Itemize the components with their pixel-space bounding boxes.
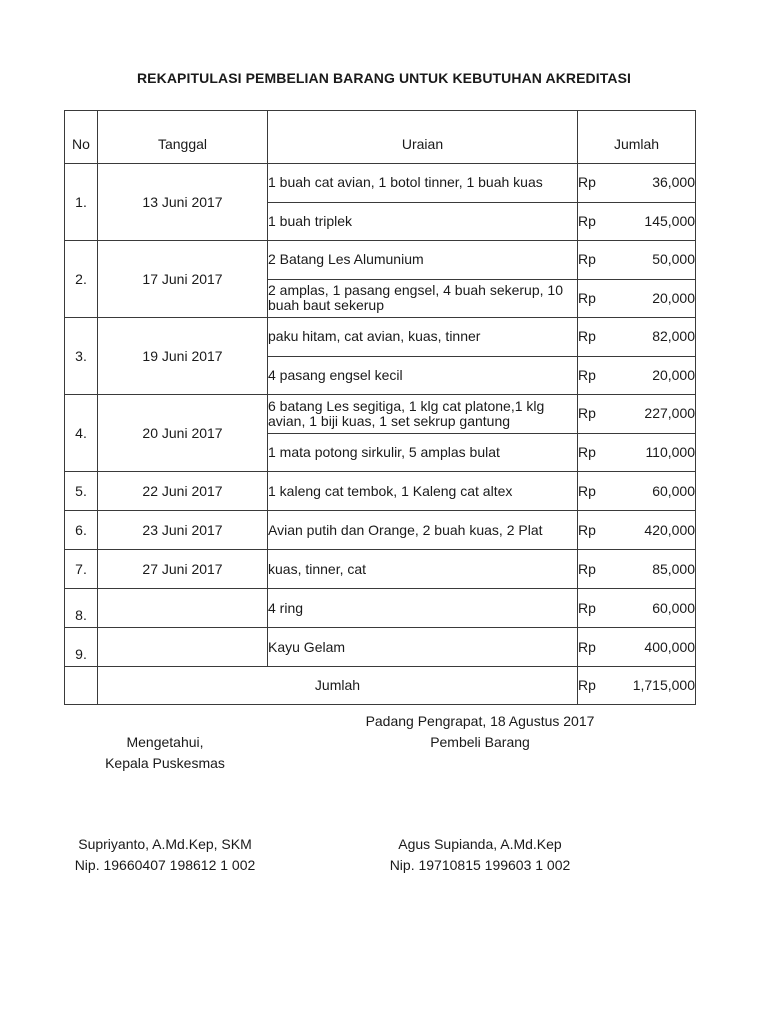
acknowledger-role: Kepala Puskesmas xyxy=(105,755,225,771)
header-amount: Jumlah xyxy=(578,111,696,164)
row-number: 7. xyxy=(65,550,98,589)
row-number: 5. xyxy=(65,472,98,511)
row-number: 6. xyxy=(65,511,98,550)
table-body xyxy=(65,111,696,705)
row-date: 22 Juni 2017 xyxy=(98,472,268,511)
row-date xyxy=(98,628,268,667)
table-row xyxy=(65,241,696,280)
currency-label: Rp xyxy=(578,395,612,434)
acknowledger-name: Supriyanto, A.Md.Kep, SKM xyxy=(78,836,252,852)
currency-label: Rp xyxy=(578,202,612,241)
item-amount: 227,000 xyxy=(612,395,696,434)
item-description: kuas, tinner, cat xyxy=(268,550,578,589)
row-number: 4. xyxy=(65,395,98,472)
item-amount: 60,000 xyxy=(612,472,696,511)
row-number: 8. xyxy=(65,589,98,628)
row-number: 3. xyxy=(65,318,98,395)
row-date: 13 Juni 2017 xyxy=(98,164,268,241)
item-amount: 50,000 xyxy=(612,241,696,280)
table-row xyxy=(65,589,696,628)
buyer-nip: Nip. 19710815 199603 1 002 xyxy=(389,857,571,873)
currency-label: Rp xyxy=(578,433,612,472)
item-description: 4 ring xyxy=(268,589,578,628)
currency-label: Rp xyxy=(578,279,612,318)
item-amount: 110,000 xyxy=(612,433,696,472)
acknowledger-line1: Mengetahui, xyxy=(126,734,204,750)
row-number: 1. xyxy=(65,164,98,241)
buyer-role: Pembeli Barang xyxy=(430,734,530,750)
total-amount: 1,715,000 xyxy=(612,667,696,705)
item-description: 1 buah cat avian, 1 botol tinner, 1 buah kuas xyxy=(268,164,578,203)
currency-label: Rp xyxy=(578,628,612,667)
row-date: 27 Juni 2017 xyxy=(98,550,268,589)
buyer-name: Agus Supianda, A.Md.Kep xyxy=(398,836,562,852)
signature-place-date: Padang Pengrapat, 18 Agustus 2017 xyxy=(365,713,595,729)
row-date xyxy=(98,589,268,628)
currency-label: Rp xyxy=(578,589,612,628)
table-row xyxy=(65,511,696,550)
header-no: No xyxy=(65,111,98,164)
item-amount: 145,000 xyxy=(612,202,696,241)
item-description: 1 kaleng cat tembok, 1 Kaleng cat altex xyxy=(268,472,578,511)
item-amount: 400,000 xyxy=(612,628,696,667)
acknowledger-nip: Nip. 19660407 198612 1 002 xyxy=(74,857,256,873)
item-description: 6 batang Les segitiga, 1 klg cat platone,1 klg avian, 1 biji kuas, 1 set sekrup gantung xyxy=(268,395,578,434)
currency-label: Rp xyxy=(578,550,612,589)
table-row xyxy=(65,318,696,357)
document-title: REKAPITULASI PEMBELIAN BARANG UNTUK KEBUTUHAN AKREDITASI xyxy=(136,70,632,86)
currency-label: Rp xyxy=(578,164,612,203)
purchase-recap-table xyxy=(64,110,696,705)
table-header-row xyxy=(65,111,696,164)
item-description: paku hitam, cat avian, kuas, tinner xyxy=(268,318,578,357)
row-date: 20 Juni 2017 xyxy=(98,395,268,472)
item-amount: 60,000 xyxy=(612,589,696,628)
row-date: 23 Juni 2017 xyxy=(98,511,268,550)
item-description: 4 pasang engsel kecil xyxy=(268,356,578,395)
currency-label: Rp xyxy=(578,356,612,395)
table-row xyxy=(65,395,696,434)
item-amount: 20,000 xyxy=(612,356,696,395)
total-label: Jumlah xyxy=(98,667,578,705)
currency-label: Rp xyxy=(578,511,612,550)
item-description: 2 Batang Les Alumunium xyxy=(268,241,578,280)
item-amount: 82,000 xyxy=(612,318,696,357)
row-number: 9. xyxy=(65,628,98,667)
item-description: Avian putih dan Orange, 2 buah kuas, 2 Plat xyxy=(268,511,578,550)
item-description: 1 buah triplek xyxy=(268,202,578,241)
item-amount: 36,000 xyxy=(612,164,696,203)
item-amount: 20,000 xyxy=(612,279,696,318)
item-description: Kayu Gelam xyxy=(268,628,578,667)
currency-label: Rp xyxy=(578,472,612,511)
item-description: 1 mata potong sirkulir, 5 amplas bulat xyxy=(268,433,578,472)
currency-label: Rp xyxy=(578,241,612,280)
total-empty-cell xyxy=(65,667,98,705)
table-row xyxy=(65,628,696,667)
row-date: 17 Juni 2017 xyxy=(98,241,268,318)
row-number: 2. xyxy=(65,241,98,318)
header-date: Tanggal xyxy=(98,111,268,164)
total-currency: Rp xyxy=(578,667,612,705)
table-row xyxy=(65,550,696,589)
item-description: 2 amplas, 1 pasang engsel, 4 buah sekerup, 10 buah baut sekerup xyxy=(268,279,578,318)
item-amount: 420,000 xyxy=(612,511,696,550)
table-row xyxy=(65,164,696,203)
currency-label: Rp xyxy=(578,318,612,357)
row-date: 19 Juni 2017 xyxy=(98,318,268,395)
item-amount: 85,000 xyxy=(612,550,696,589)
header-description: Uraian xyxy=(268,111,578,164)
table-row xyxy=(65,472,696,511)
total-row xyxy=(65,667,696,705)
